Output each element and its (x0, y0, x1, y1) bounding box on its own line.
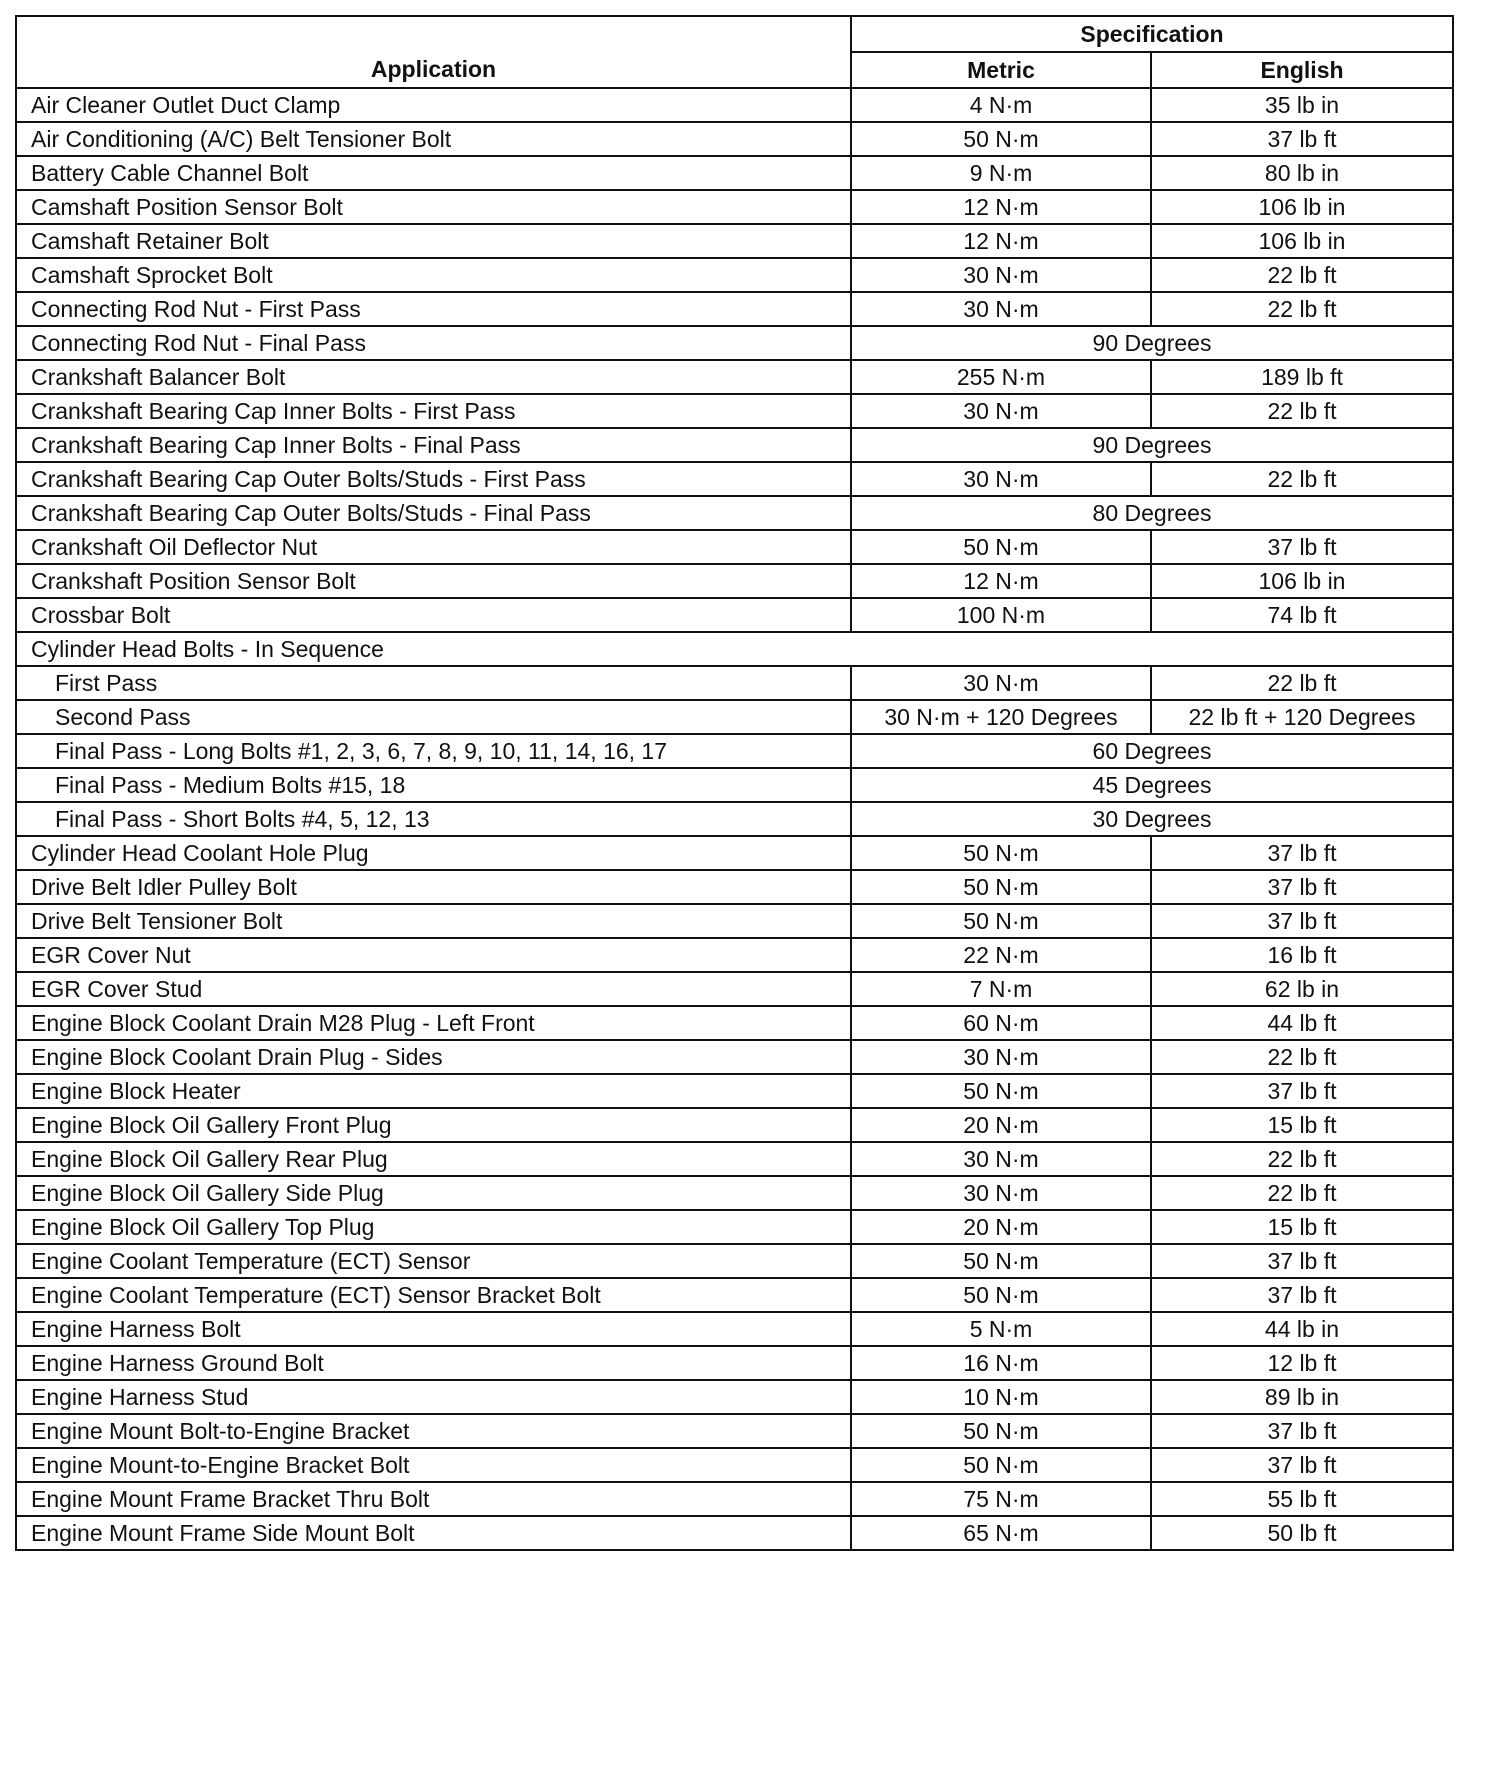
english-cell: 80 lb in (1151, 156, 1453, 190)
english-cell: 37 lb ft (1151, 1414, 1453, 1448)
english-cell: 22 lb ft (1151, 1142, 1453, 1176)
header-english: English (1151, 52, 1453, 88)
application-cell: Engine Harness Ground Bolt (16, 1346, 851, 1380)
metric-cell: 30 N·m (851, 258, 1151, 292)
english-cell: 22 lb ft (1151, 258, 1453, 292)
combined-spec-cell: 60 Degrees (851, 734, 1453, 768)
metric-cell: 30 N·m (851, 1142, 1151, 1176)
application-cell: Crankshaft Bearing Cap Inner Bolts - First Pass (16, 394, 851, 428)
english-cell: 22 lb ft (1151, 394, 1453, 428)
application-cell: Engine Block Coolant Drain M28 Plug - Left Front (16, 1006, 851, 1040)
metric-cell: 30 N·m (851, 1040, 1151, 1074)
table-row (16, 428, 1453, 462)
application-cell: Second Pass (16, 700, 851, 734)
table-row (16, 836, 1453, 870)
table-row (16, 1074, 1453, 1108)
table-row (16, 122, 1453, 156)
metric-cell: 20 N·m (851, 1108, 1151, 1142)
application-cell: Air Conditioning (A/C) Belt Tensioner Bolt (16, 122, 851, 156)
application-cell: Air Cleaner Outlet Duct Clamp (16, 88, 851, 122)
english-cell: 44 lb in (1151, 1312, 1453, 1346)
table-row (16, 496, 1453, 530)
table-row (16, 224, 1453, 258)
metric-cell: 60 N·m (851, 1006, 1151, 1040)
english-cell: 189 lb ft (1151, 360, 1453, 394)
metric-cell: 30 N·m + 120 Degrees (851, 700, 1151, 734)
application-cell: Engine Block Oil Gallery Rear Plug (16, 1142, 851, 1176)
table-row (16, 700, 1453, 734)
application-cell: Engine Block Heater (16, 1074, 851, 1108)
application-cell: Drive Belt Tensioner Bolt (16, 904, 851, 938)
table-row (16, 530, 1453, 564)
table-row (16, 1414, 1453, 1448)
combined-spec-cell: 45 Degrees (851, 768, 1453, 802)
table-row (16, 360, 1453, 394)
application-cell: Crankshaft Position Sensor Bolt (16, 564, 851, 598)
metric-cell: 5 N·m (851, 1312, 1151, 1346)
application-cell: Engine Mount Frame Bracket Thru Bolt (16, 1482, 851, 1516)
english-cell: 15 lb ft (1151, 1210, 1453, 1244)
combined-spec-cell: 30 Degrees (851, 802, 1453, 836)
metric-cell: 50 N·m (851, 870, 1151, 904)
application-cell: Final Pass - Short Bolts #4, 5, 12, 13 (16, 802, 851, 836)
application-cell: Crankshaft Balancer Bolt (16, 360, 851, 394)
application-cell: Engine Coolant Temperature (ECT) Sensor (16, 1244, 851, 1278)
metric-cell: 4 N·m (851, 88, 1151, 122)
application-cell: Crankshaft Bearing Cap Outer Bolts/Studs - First Pass (16, 462, 851, 496)
metric-cell: 22 N·m (851, 938, 1151, 972)
table-row (16, 870, 1453, 904)
metric-cell: 10 N·m (851, 1380, 1151, 1414)
english-cell: 22 lb ft (1151, 1040, 1453, 1074)
application-cell: Drive Belt Idler Pulley Bolt (16, 870, 851, 904)
english-cell: 22 lb ft (1151, 462, 1453, 496)
english-cell: 37 lb ft (1151, 1244, 1453, 1278)
table-row (16, 1516, 1453, 1550)
combined-spec-cell: 90 Degrees (851, 326, 1453, 360)
metric-cell: 30 N·m (851, 1176, 1151, 1210)
metric-cell: 12 N·m (851, 224, 1151, 258)
table-row (16, 258, 1453, 292)
english-cell: 89 lb in (1151, 1380, 1453, 1414)
application-cell: Connecting Rod Nut - Final Pass (16, 326, 851, 360)
english-cell: 35 lb in (1151, 88, 1453, 122)
table-row (16, 1006, 1453, 1040)
application-cell: Connecting Rod Nut - First Pass (16, 292, 851, 326)
table-row (16, 1142, 1453, 1176)
application-cell: Camshaft Retainer Bolt (16, 224, 851, 258)
header-specification: Specification (851, 16, 1453, 52)
application-cell: Cylinder Head Coolant Hole Plug (16, 836, 851, 870)
metric-cell: 50 N·m (851, 530, 1151, 564)
table-row (16, 1346, 1453, 1380)
application-cell: Crankshaft Bearing Cap Outer Bolts/Studs - Final Pass (16, 496, 851, 530)
english-cell: 22 lb ft (1151, 292, 1453, 326)
application-cell: Final Pass - Long Bolts #1, 2, 3, 6, 7, 8, 9, 10, 11, 14, 16, 17 (16, 734, 851, 768)
table-row (16, 1210, 1453, 1244)
english-cell: 22 lb ft (1151, 666, 1453, 700)
application-cell: Crankshaft Oil Deflector Nut (16, 530, 851, 564)
header-application: Application (16, 16, 851, 88)
table-body (16, 88, 1453, 1550)
table-row (16, 768, 1453, 802)
english-cell: 74 lb ft (1151, 598, 1453, 632)
metric-cell: 75 N·m (851, 1482, 1151, 1516)
application-cell: Engine Harness Bolt (16, 1312, 851, 1346)
application-cell: Engine Coolant Temperature (ECT) Sensor Bracket Bolt (16, 1278, 851, 1312)
metric-cell: 16 N·m (851, 1346, 1151, 1380)
english-cell: 22 lb ft + 120 Degrees (1151, 700, 1453, 734)
english-cell: 37 lb ft (1151, 530, 1453, 564)
table-row (16, 564, 1453, 598)
metric-cell: 30 N·m (851, 292, 1151, 326)
application-cell: Engine Block Coolant Drain Plug - Sides (16, 1040, 851, 1074)
application-cell: Crankshaft Bearing Cap Inner Bolts - Final Pass (16, 428, 851, 462)
english-cell: 15 lb ft (1151, 1108, 1453, 1142)
metric-cell: 255 N·m (851, 360, 1151, 394)
english-cell: 106 lb in (1151, 564, 1453, 598)
english-cell: 44 lb ft (1151, 1006, 1453, 1040)
metric-cell: 50 N·m (851, 1448, 1151, 1482)
table-row (16, 156, 1453, 190)
metric-cell: 12 N·m (851, 190, 1151, 224)
metric-cell: 50 N·m (851, 1244, 1151, 1278)
metric-cell: 65 N·m (851, 1516, 1151, 1550)
english-cell: 106 lb in (1151, 224, 1453, 258)
application-cell: Engine Mount Bolt-to-Engine Bracket (16, 1414, 851, 1448)
table-row (16, 938, 1453, 972)
application-cell: Crossbar Bolt (16, 598, 851, 632)
combined-spec-cell: 80 Degrees (851, 496, 1453, 530)
english-cell: 37 lb ft (1151, 870, 1453, 904)
application-cell: Final Pass - Medium Bolts #15, 18 (16, 768, 851, 802)
application-cell: EGR Cover Stud (16, 972, 851, 1006)
english-cell: 16 lb ft (1151, 938, 1453, 972)
table-row (16, 1380, 1453, 1414)
metric-cell: 50 N·m (851, 122, 1151, 156)
metric-cell: 50 N·m (851, 1074, 1151, 1108)
application-cell: Camshaft Position Sensor Bolt (16, 190, 851, 224)
metric-cell: 50 N·m (851, 836, 1151, 870)
metric-cell: 12 N·m (851, 564, 1151, 598)
application-cell: First Pass (16, 666, 851, 700)
table-header (16, 16, 1453, 88)
english-cell: 55 lb ft (1151, 1482, 1453, 1516)
metric-cell: 50 N·m (851, 1278, 1151, 1312)
application-cell: Engine Harness Stud (16, 1380, 851, 1414)
table-row (16, 666, 1453, 700)
torque-spec-table (15, 15, 1454, 1551)
table-row (16, 88, 1453, 122)
table-row (16, 1278, 1453, 1312)
english-cell: 37 lb ft (1151, 1074, 1453, 1108)
table-row (16, 1108, 1453, 1142)
application-cell: Engine Mount-to-Engine Bracket Bolt (16, 1448, 851, 1482)
table-row (16, 1482, 1453, 1516)
metric-cell: 50 N·m (851, 1414, 1151, 1448)
english-cell: 37 lb ft (1151, 836, 1453, 870)
english-cell: 50 lb ft (1151, 1516, 1453, 1550)
table-row (16, 904, 1453, 938)
english-cell: 22 lb ft (1151, 1176, 1453, 1210)
table-row (16, 190, 1453, 224)
english-cell: 106 lb in (1151, 190, 1453, 224)
metric-cell: 30 N·m (851, 462, 1151, 496)
english-cell: 37 lb ft (1151, 904, 1453, 938)
table-row (16, 1040, 1453, 1074)
combined-spec-cell: 90 Degrees (851, 428, 1453, 462)
application-cell: EGR Cover Nut (16, 938, 851, 972)
table-row (16, 1244, 1453, 1278)
table-row (16, 632, 1453, 666)
table-row (16, 972, 1453, 1006)
table-row (16, 394, 1453, 428)
application-cell: Battery Cable Channel Bolt (16, 156, 851, 190)
table-row (16, 1448, 1453, 1482)
table-row (16, 326, 1453, 360)
table-row (16, 462, 1453, 496)
application-cell: Engine Mount Frame Side Mount Bolt (16, 1516, 851, 1550)
table-row (16, 598, 1453, 632)
table-row (16, 1312, 1453, 1346)
metric-cell: 30 N·m (851, 394, 1151, 428)
english-cell: 37 lb ft (1151, 1278, 1453, 1312)
application-cell: Camshaft Sprocket Bolt (16, 258, 851, 292)
english-cell: 62 lb in (1151, 972, 1453, 1006)
english-cell: 37 lb ft (1151, 1448, 1453, 1482)
metric-cell: 100 N·m (851, 598, 1151, 632)
table-row (16, 1176, 1453, 1210)
english-cell: 12 lb ft (1151, 1346, 1453, 1380)
metric-cell: 7 N·m (851, 972, 1151, 1006)
application-cell: Engine Block Oil Gallery Side Plug (16, 1176, 851, 1210)
table-row (16, 292, 1453, 326)
table-row (16, 802, 1453, 836)
metric-cell: 9 N·m (851, 156, 1151, 190)
metric-cell: 50 N·m (851, 904, 1151, 938)
metric-cell: 30 N·m (851, 666, 1151, 700)
application-cell: Engine Block Oil Gallery Front Plug (16, 1108, 851, 1142)
metric-cell: 20 N·m (851, 1210, 1151, 1244)
application-cell: Cylinder Head Bolts - In Sequence (16, 632, 1453, 666)
header-metric: Metric (851, 52, 1151, 88)
english-cell: 37 lb ft (1151, 122, 1453, 156)
application-cell: Engine Block Oil Gallery Top Plug (16, 1210, 851, 1244)
table-row (16, 734, 1453, 768)
